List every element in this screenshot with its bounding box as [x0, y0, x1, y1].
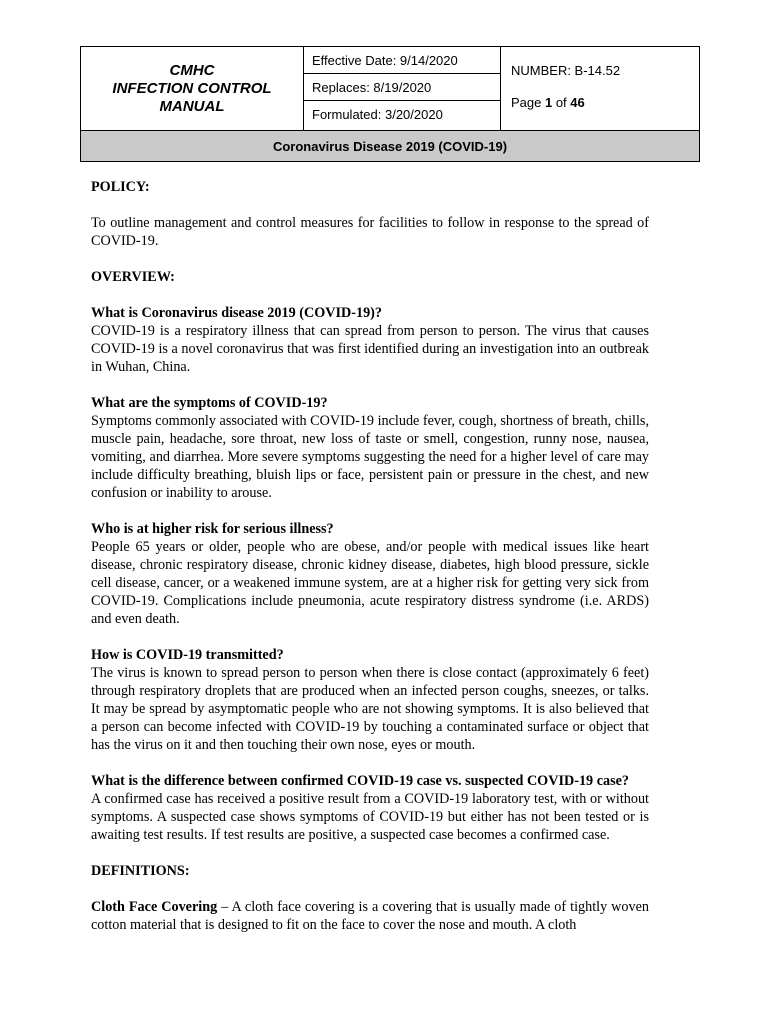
policy-text: To outline management and control measures for facilities to follow in response to the spread of COVID-19.	[91, 215, 649, 249]
manual-title-line: MANUAL	[159, 97, 225, 115]
document-number: NUMBER: B-14.52	[511, 63, 621, 78]
formulated-date: Formulated: 3/20/2020	[312, 107, 443, 122]
question-heading: What is Coronavirus disease 2019 (COVID-19)?	[91, 305, 382, 321]
answer-text: People 65 years or older, people who are obese, and/or people with medical issues like heart disease, chronic respiratory disease, chronic kidney disease, diabetes, high blood pressure, sickle cell disease, cancer, or a weakened immune system, are at a higher risk for getting very sick from COVID-19. Complications include pneumonia, acute respiratory distress syndrome (i.e. ARDS) and even death.	[91, 539, 649, 627]
document-body	[91, 178, 649, 934]
answer-text: COVID-19 is a respiratory illness that can spread from person to person. The virus that causes COVID-19 is a novel coronavirus that was first identified during an investigation into an outbreak in Wuhan, China.	[91, 323, 649, 375]
question-heading: What are the symptoms of COVID-19?	[91, 395, 328, 411]
question-heading: Who is at higher risk for serious illness?	[91, 521, 334, 537]
question-heading: What is the difference between confirmed COVID-19 case vs. suspected COVID-19 case?	[91, 773, 629, 789]
replaces-date: Replaces: 8/19/2020	[304, 74, 500, 101]
answer-text: Symptoms commonly associated with COVID-19 include fever, cough, shortness of breath, chills, muscle pain, headache, sore throat, new loss of taste or smell, congestion, runny nose, nausea, vomiting, and diarrhea. More severe symptoms suggesting the need for a higher level of care may include difficulty breathing, bluish lips or face, persistent pain or pressure in the chest, and new confusion or inability to arouse.	[91, 413, 649, 501]
page-number: 1	[544, 95, 553, 110]
definition-term: Cloth Face Covering	[91, 899, 218, 915]
number-block	[501, 47, 700, 131]
page-total: 46	[570, 95, 585, 110]
dates-block	[304, 47, 501, 131]
question-heading: How is COVID-19 transmitted?	[91, 647, 284, 663]
definitions-heading: DEFINITIONS:	[91, 863, 190, 879]
manual-title	[81, 47, 304, 131]
document-header	[80, 46, 700, 162]
page-prefix: Page	[511, 95, 545, 110]
page-indicator	[511, 95, 699, 110]
subject-band: Coronavirus Disease 2019 (COVID-19)	[81, 131, 700, 162]
answer-text: The virus is known to spread person to person when there is close contact (approximately 6 feet) through respiratory droplets that are produced when an infected person coughs, sneezes, or talks. It may be spread by asymptomatic people who are not showing symptoms. It is also believed that a person can become infected with COVID-19 by touching a contaminated surface or object that has the virus on it and then touching their own nose, eyes or mouth.	[91, 665, 649, 753]
answer-text: A confirmed case has received a positive result from a COVID-19 laboratory test, with or without symptoms. A suspected case shows symptoms of COVID-19 but either has not been tested or is awaiting test results. If test results are positive, a suspected case becomes a confirmed case.	[91, 791, 649, 843]
definition-entry	[91, 898, 649, 934]
policy-heading: POLICY:	[91, 179, 150, 195]
effective-date: Effective Date: 9/14/2020	[304, 47, 500, 74]
overview-heading: OVERVIEW:	[91, 269, 175, 285]
manual-title-line: INFECTION CONTROL	[112, 79, 272, 97]
page-of: of	[552, 95, 571, 110]
manual-title-line: CMHC	[169, 61, 215, 79]
definition-text: – A cloth face covering is a covering that is usually made of tightly woven cotton material that is designed to fit on the face to cover the nose and mouth. A cloth	[91, 899, 649, 933]
